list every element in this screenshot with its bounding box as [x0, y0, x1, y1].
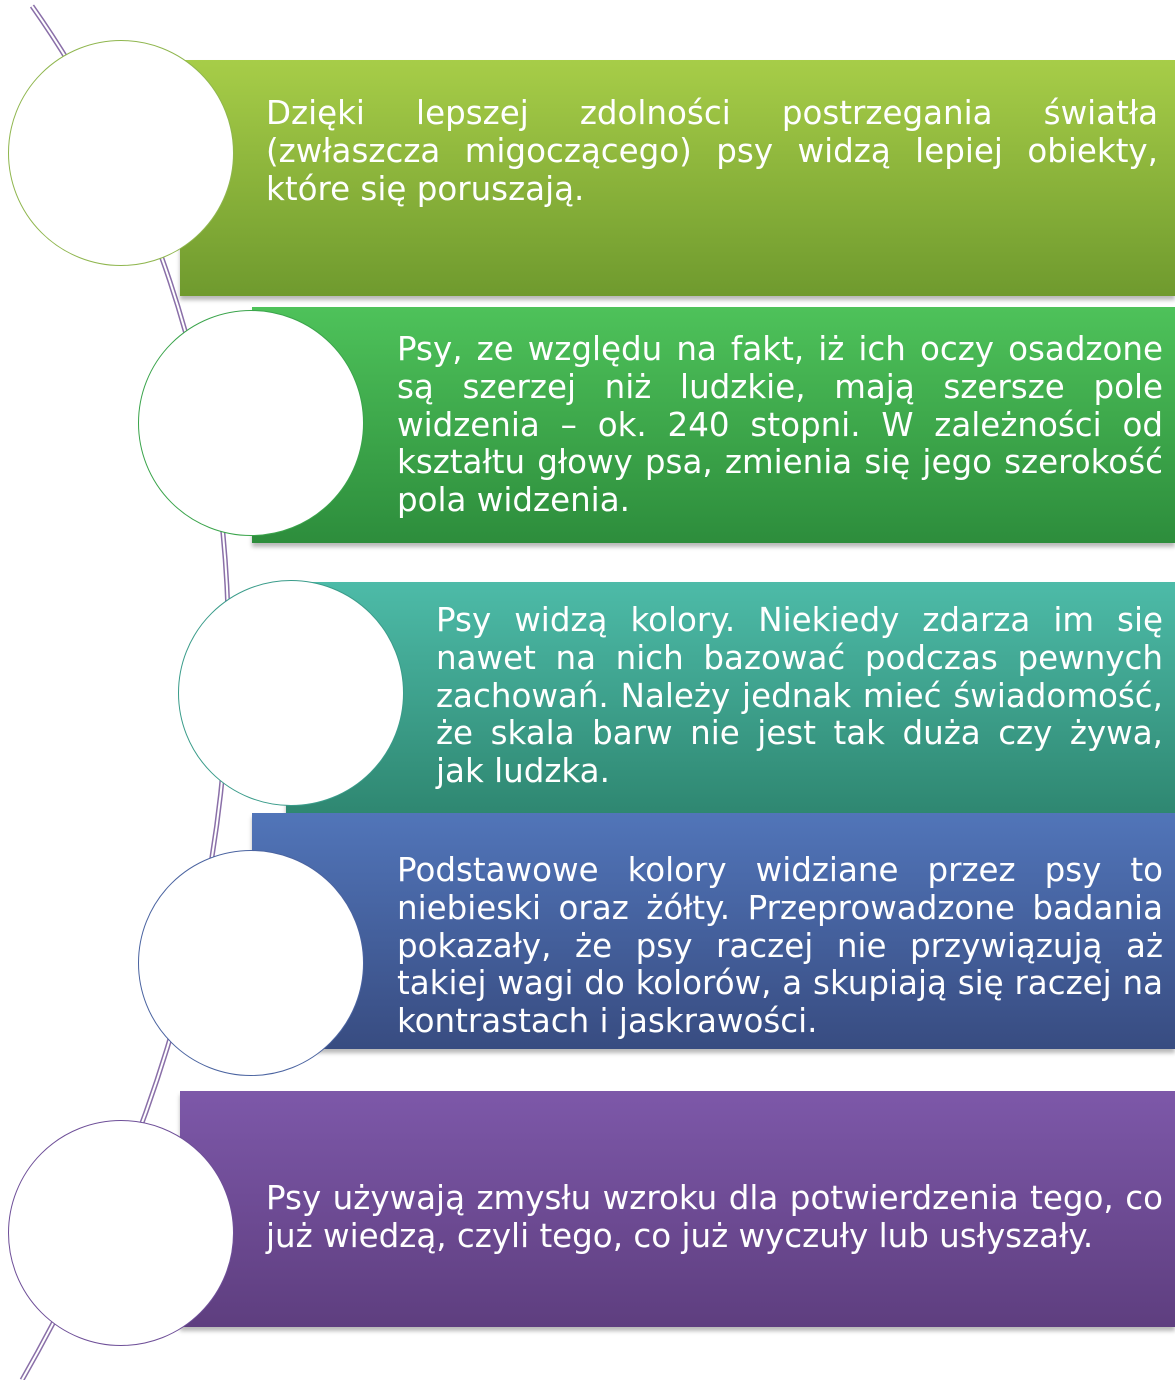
- step-3-band: [286, 582, 1175, 818]
- step-1-text: Dzięki lepszej zdolności postrzegania światła (zwłaszcza migoczącego) psy widzą lepiej obiekty, które się poruszają.: [266, 94, 1158, 208]
- step-2-circle: [138, 310, 364, 536]
- step-3-text: Psy widzą kolory. Niekiedy zdarza im się nawet na nich bazować podczas pewnych zachowań. Należy jednak mieć świadomość, że skala barw nie jest tak duża czy żywa, jak ludzka.: [436, 601, 1163, 791]
- step-1-band: [180, 60, 1175, 296]
- step-4-circle: [138, 850, 364, 1076]
- step-4-band: [252, 813, 1175, 1049]
- step-2-band: [252, 307, 1175, 543]
- step-5-band: [180, 1091, 1175, 1327]
- step-2-text: Psy, ze względu na fakt, iż ich oczy osadzone są szerzej niż ludzkie, mają szersze pole widzenia – ok. 240 stopni. W zależności od kształtu głowy psa, zmienia się jego szerokość pola widzenia.: [397, 330, 1163, 520]
- step-4-text: Podstawowe kolory widziane przez psy to niebieski oraz żółty. Przeprowadzone badania pokazały, że psy raczej nie przywiązują aż takiej wagi do kolorów, a skupiają się raczej na kontrastach i jaskrawości.: [397, 851, 1163, 1041]
- step-5-circle: [8, 1120, 234, 1346]
- step-3-circle: [178, 580, 404, 806]
- step-1-circle: [8, 40, 234, 266]
- step-5-text: Psy używają zmysłu wzroku dla potwierdzenia tego, co już wiedzą, czyli tego, co już wyczuły lub usłyszały.: [266, 1179, 1163, 1255]
